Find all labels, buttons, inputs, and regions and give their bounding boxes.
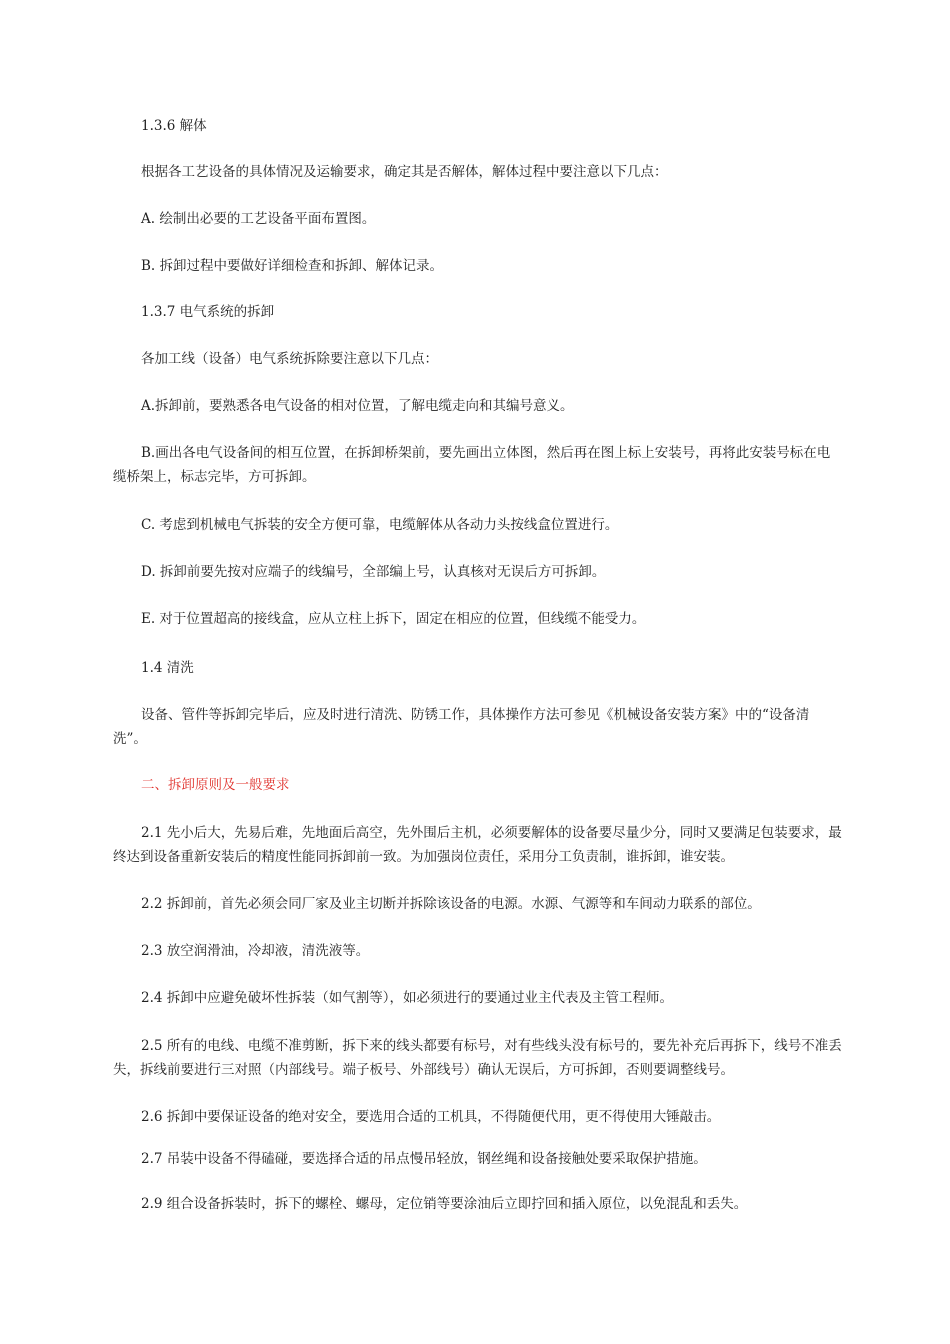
paragraph-electrical-item-a: A.拆卸前，要熟悉各电气设备的相对位置，了解电缆走向和其编号意义。 [141, 398, 574, 414]
paragraph-item-a-layout: A. 绘制出必要的工艺设备平面布置图。 [141, 211, 376, 227]
paragraph-disassembly-intro: 根据各工艺设备的具体情况及运输要求，确定其是否解体，解体过程中要注意以下几点： [141, 164, 668, 180]
paragraph-item-b-records: B. 拆卸过程中要做好详细检查和拆卸、解体记录。 [141, 258, 444, 274]
paragraph-electrical-item-e: E. 对于位置超高的接线盒，应从立柱上拆下，固定在相应的位置，但线缆不能受力。 [141, 611, 646, 627]
heading-section-2: 二、拆卸原则及一般要求 [141, 777, 290, 793]
paragraph-electrical-item-b: B.画出各电气设备间的相互位置，在拆卸桥架前，要先画出立体图，然后再在图上标上安装号，再将此安装号标在电缆桥架上，标志完毕，方可拆卸。 [113, 445, 831, 485]
paragraph-2-7: 2.7 吊装中设备不得磕碰，要选择合适的吊点慢吊轻放，钢丝绳和设备接触处要采取保护措施。 [141, 1151, 707, 1167]
paragraph-2-2: 2.2 拆卸前，首先必须会同厂家及业主切断并拆除该设备的电源。水源、气源等和车间动力联系的部位。 [141, 896, 761, 912]
paragraph-2-6: 2.6 拆卸中要保证设备的绝对安全，要选用合适的工机具，不得随便代用，更不得使用大锤敲击。 [141, 1109, 721, 1125]
heading-1-3-6: 1.3.6 解体 [141, 118, 207, 134]
paragraph-cleaning: 设备、管件等拆卸完毕后，应及时进行清洗、防锈工作，具体操作方法可参见《机械设备安装方案》中的“设备清洗”。 [113, 707, 810, 747]
paragraph-electrical-item-d: D. 拆卸前要先按对应端子的线编号，全部编上号，认真核对无误后方可拆卸。 [141, 564, 606, 580]
paragraph-2-1: 2.1 先小后大，先易后难，先地面后高空，先外围后主机，必须要解体的设备要尽量少分，同时又要满足包装要求，最终达到设备重新安装后的精度性能同拆卸前一致。为加强岗位责任，采用分工负责制，谁拆卸，谁安装。 [113, 825, 842, 865]
paragraph-2-9: 2.9 组合设备拆装时，拆下的螺栓、螺母，定位销等要涂油后立即拧回和插入原位，以免混乱和丢失。 [141, 1196, 748, 1212]
paragraph-2-5: 2.5 所有的电线、电缆不准剪断，拆下来的线头都要有标号，对有些线头没有标号的，要先补充后再拆下，线号不准丢失，拆线前要进行三对照（内部线号。端子板号、外部线号）确认无误后，方可拆卸，否则要调整线号。 [113, 1038, 842, 1078]
paragraph-2-3: 2.3 放空润滑油，冷却液，清洗液等。 [141, 943, 370, 959]
heading-1-4: 1.4 清洗 [141, 660, 194, 676]
paragraph-2-4: 2.4 拆卸中应避免破坏性拆装（如气割等），如必须进行的要通过业主代表及主管工程师。 [141, 990, 674, 1006]
heading-1-3-7: 1.3.7 电气系统的拆卸 [141, 304, 275, 320]
paragraph-electrical-item-c: C. 考虑到机械电气拆装的安全方便可靠，电缆解体从各动力头按线盒位置进行。 [141, 517, 619, 533]
paragraph-electrical-intro: 各加工线（设备）电气系统拆除要注意以下几点： [141, 351, 438, 367]
